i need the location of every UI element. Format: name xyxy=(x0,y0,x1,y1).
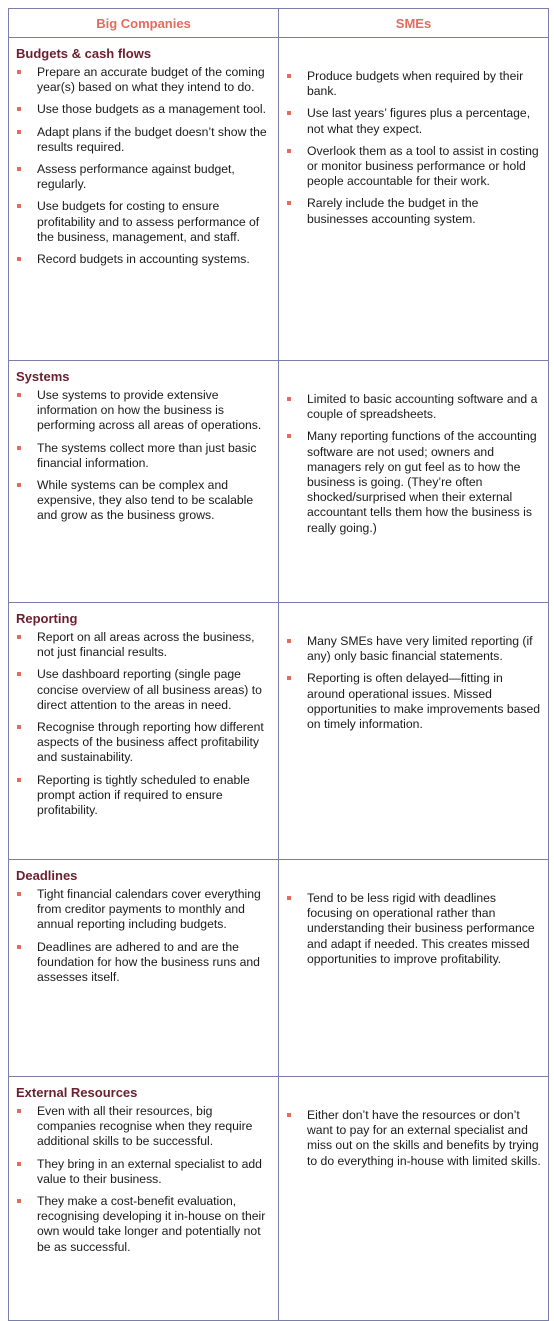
big-companies-cell xyxy=(9,361,279,603)
list-item: Use those budgets as a management tool. xyxy=(9,102,272,117)
big-companies-cell xyxy=(9,603,279,860)
section-title: External Resources xyxy=(16,1085,138,1100)
list-item: Adapt plans if the budget doesn’t show the results required. xyxy=(9,125,272,155)
bullet-list xyxy=(279,1108,548,1169)
big-companies-cell xyxy=(9,1077,279,1321)
bullet-icon xyxy=(17,483,21,487)
list-item: Even with all their resources, big companies recognise when they require additional skills to be successful. xyxy=(9,1104,272,1150)
list-item: Record budgets in accounting systems. xyxy=(9,252,272,267)
big-companies-cell xyxy=(9,860,279,1077)
bullet-icon xyxy=(287,896,291,900)
section-title: Deadlines xyxy=(16,868,78,883)
bullet-list xyxy=(279,392,548,536)
list-item: Prepare an accurate budget of the coming year(s) based on what they intend to do. xyxy=(9,65,272,95)
list-item: The systems collect more than just basic financial information. xyxy=(9,441,272,471)
bullet-list xyxy=(279,69,548,227)
big-companies-cell xyxy=(9,38,279,361)
bullet-icon xyxy=(17,167,21,171)
list-item: Use budgets for costing to ensure profitability and to assess performance of the business, management, and staff. xyxy=(9,199,272,245)
smes-cell xyxy=(279,361,549,603)
list-item: Many reporting functions of the accounting software are not used; owners and managers rely on gut feel as to how the business is going. (They’re often shocked/surprised when their external accountant tells them how the business is really going.) xyxy=(279,429,542,535)
list-item: Tend to be less rigid with deadlines focusing on operational rather than understanding their business performance and adapt if needed. This creates missed opportunities to improve profitability. xyxy=(279,891,542,967)
bullet-icon xyxy=(287,676,291,680)
comparison-table-wrapper xyxy=(8,8,546,1321)
smes-cell xyxy=(279,860,549,1077)
bullet-icon xyxy=(17,204,21,208)
list-item: Either don’t have the resources or don’t want to pay for an external specialist and miss out on the skills and benefits by trying to do everything in-house with limited skills. xyxy=(279,1108,542,1169)
list-item: Reporting is often delayed—fitting in around operational issues. Missed opportunities to make improvements based on timely information. xyxy=(279,671,542,732)
bullet-list xyxy=(9,65,278,267)
bullet-icon xyxy=(17,70,21,74)
bullet-icon xyxy=(17,257,21,261)
bullet-icon xyxy=(17,107,21,111)
section-title: Reporting xyxy=(16,611,78,626)
bullet-icon xyxy=(287,1113,291,1117)
section-row-external-resources xyxy=(9,1077,549,1321)
bullet-icon xyxy=(287,74,291,78)
list-item: Many SMEs have very limited reporting (if any) only basic financial statements. xyxy=(279,634,542,664)
bullet-list xyxy=(9,388,278,524)
list-item: Tight financial calendars cover everything from creditor payments to monthly and annual reporting including budgets. xyxy=(9,887,272,933)
bullet-icon xyxy=(17,635,21,639)
bullet-icon xyxy=(287,397,291,401)
section-title: Systems xyxy=(16,369,70,384)
bullet-icon xyxy=(287,111,291,115)
list-item: Report on all areas across the business, not just financial results. xyxy=(9,630,272,660)
bullet-icon xyxy=(17,672,21,676)
header-smes: SMEs xyxy=(279,9,549,38)
section-row-budgets xyxy=(9,38,549,361)
comparison-table xyxy=(8,8,549,1321)
list-item: They bring in an external specialist to add value to their business. xyxy=(9,1157,272,1187)
bullet-icon xyxy=(287,639,291,643)
list-item: Deadlines are adhered to and are the foundation for how the business runs and assesses itself. xyxy=(9,940,272,986)
smes-cell xyxy=(279,1077,549,1321)
list-item: Produce budgets when required by their bank. xyxy=(279,69,542,99)
bullet-list xyxy=(9,630,278,818)
list-item: Use dashboard reporting (single page concise overview of all business areas) to direct attention to the areas in need. xyxy=(9,667,272,713)
section-row-reporting xyxy=(9,603,549,860)
bullet-icon xyxy=(17,446,21,450)
bullet-icon xyxy=(17,1109,21,1113)
bullet-icon xyxy=(17,1162,21,1166)
bullet-icon xyxy=(17,393,21,397)
list-item: While systems can be complex and expensive, they also tend to be scalable and grow as the business grows. xyxy=(9,478,272,524)
bullet-icon xyxy=(17,778,21,782)
list-item: Recognise through reporting how different aspects of the business affect profitability and sustainability. xyxy=(9,720,272,766)
list-item: They make a cost-benefit evaluation, recognising developing it in-house on their own would take longer and potentially not be as successful. xyxy=(9,1194,272,1255)
bullet-list xyxy=(9,1104,278,1255)
section-title: Budgets & cash flows xyxy=(16,46,152,61)
list-item: Overlook them as a tool to assist in costing or monitor business performance or hold people accountable for their work. xyxy=(279,144,542,190)
bullet-icon xyxy=(287,149,291,153)
list-item: Use last years’ figures plus a percentage, not what they expect. xyxy=(279,106,542,136)
section-row-deadlines xyxy=(9,860,549,1077)
bullet-icon xyxy=(17,1199,21,1203)
bullet-list xyxy=(279,634,548,732)
smes-cell xyxy=(279,38,549,361)
smes-cell xyxy=(279,603,549,860)
header-big-companies: Big Companies xyxy=(9,9,279,38)
bullet-list xyxy=(9,887,278,985)
bullet-icon xyxy=(17,130,21,134)
list-item: Assess performance against budget, regularly. xyxy=(9,162,272,192)
section-row-systems xyxy=(9,361,549,603)
bullet-icon xyxy=(17,725,21,729)
header-row xyxy=(9,9,549,38)
bullet-list xyxy=(279,891,548,967)
bullet-icon xyxy=(17,892,21,896)
list-item: Limited to basic accounting software and a couple of spreadsheets. xyxy=(279,392,542,422)
list-item: Reporting is tightly scheduled to enable prompt action if required to ensure profitability. xyxy=(9,773,272,819)
bullet-icon xyxy=(287,434,291,438)
list-item: Use systems to provide extensive information on how the business is performing across all areas of operations. xyxy=(9,388,272,434)
bullet-icon xyxy=(17,945,21,949)
list-item: Rarely include the budget in the businesses accounting system. xyxy=(279,196,542,226)
bullet-icon xyxy=(287,201,291,205)
